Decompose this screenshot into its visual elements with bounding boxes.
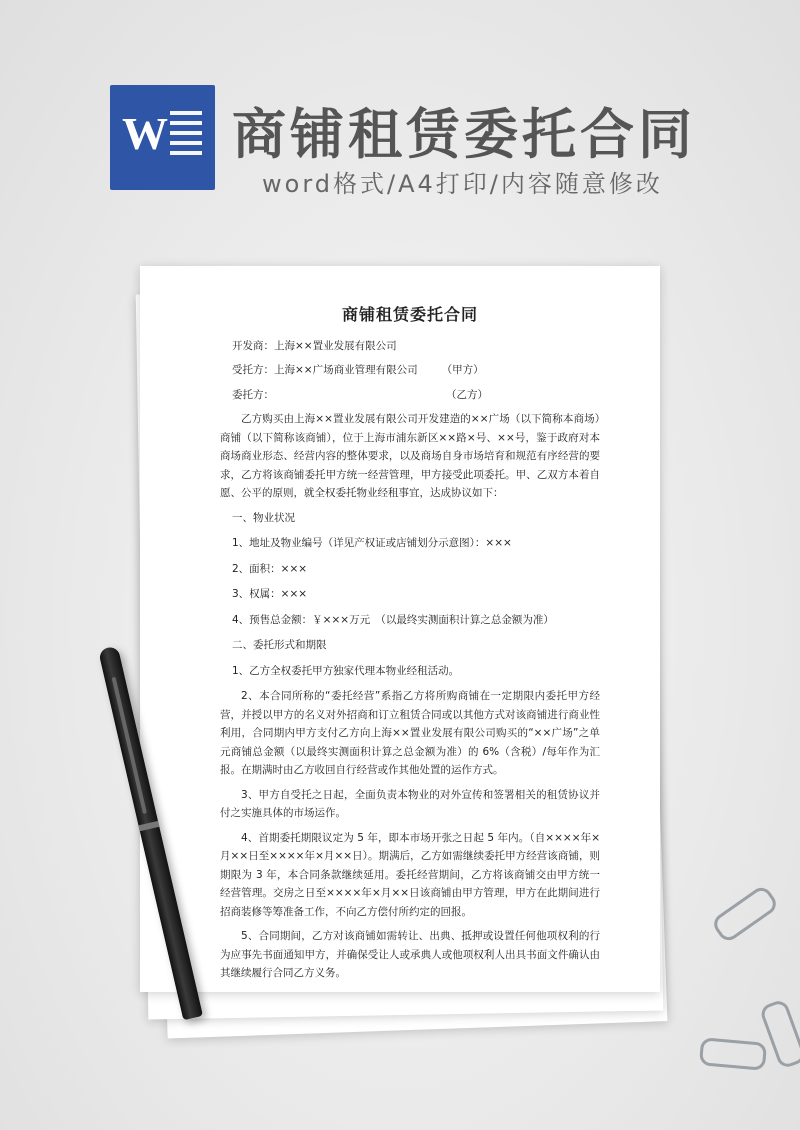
- party-client: [232, 386, 600, 405]
- property-item: 2、面积：×××: [232, 562, 308, 575]
- section-heading: 二、委托形式和期限: [232, 639, 327, 651]
- clause-paragraph: 2、本合同所称的“委托经营”系指乙方将所购商铺在一定期限内委托甲方经营，并授以甲方的名义对外招商和订立租赁合同或以其他方式对该商铺进行商业性利用，合同期内甲方支付乙方向上海××置业发展有限公司购买的“××广场”之单元商铺总金额（以最终实测面积计算之总金额为准）的 6%（含税）/每年作为汇报。在期满时由乙方收回自行经营或作其他处置的运作方式。: [220, 690, 600, 776]
- document-page: [140, 266, 660, 992]
- hero-subtitle: word格式/A4打印/内容随意修改: [262, 170, 663, 198]
- party-label: 委托方：: [232, 388, 274, 401]
- hero-title: 商铺租赁委托合同: [232, 103, 696, 166]
- property-item: 4、预售总金额：￥×××万元 （以最终实测面积计算之总金额为准）: [232, 613, 554, 626]
- clause-paragraph: 3、甲方自受托之日起，全面负责本物业的对外宣传和签署相关的租赁协议并付之实施具体的市场运作。: [220, 788, 600, 819]
- clause-paragraph: 5、合同期间，乙方对该商铺如需转让、出典、抵押或设置任何他项权利的行为应事先书面通知甲方，并确保受让人或承典人或他项权利人出具书面文件确认由其继续履行合同乙方义务。: [220, 930, 600, 979]
- party-tag: （乙方）: [446, 388, 488, 401]
- party-tag: （甲方）: [441, 364, 484, 376]
- clause-item: 1、乙方全权委托甲方独家代理本物业经租活动。: [232, 664, 460, 677]
- property-item: 3、权属：×××: [232, 588, 308, 600]
- word-icon: [110, 85, 215, 190]
- party-label: 受托方：上海××广场商业管理有限公司: [232, 364, 418, 376]
- party-trustee: [232, 361, 600, 380]
- party-label: 开发商：上海××置业发展有限公司: [232, 339, 397, 352]
- pen-ring: [138, 821, 159, 831]
- document-body: [220, 306, 600, 989]
- word-icon-lines: [170, 111, 202, 161]
- paperclip-icon: [699, 1037, 767, 1071]
- party-developer: [232, 337, 600, 356]
- intro-paragraph: 乙方购买由上海××置业发展有限公司开发建造的××广场（以下简称本商场）商铺（以下简称该商铺），位于上海市浦东新区××路×号、××号，鉴于政府对本商场商业形态、经营内容的整体要求，以及商场自身市场培育和规范有序经营的要求，乙方将该商铺委托甲方统一经营管理，甲方接受此项委托。甲、乙双方本着自愿、公平的原则，就全权委托物业经租事宜，达成协议如下：: [220, 413, 600, 499]
- word-icon-letter: W: [122, 108, 168, 159]
- clause-paragraph: 4、首期委托期限议定为 5 年，即本市场开张之日起 5 年内。（自××××年×月××日至××××年×月××日）。期满后，乙方如需继续委托甲方经营该商铺，则期限为 3 年，本合同条款继续延用。委托经营期间，乙方将该商铺交由甲方统一经营管理。交房之日至××××年×月××日该商铺由甲方管理，甲方在此期间进行招商装修等筹准备工作，不向乙方偿付所约定的回报。: [220, 831, 600, 918]
- document-title: 商铺租赁委托合同: [341, 305, 478, 324]
- section-heading: 一、物业状况: [232, 511, 295, 524]
- property-item: 1、地址及物业编号（详见产权证或店铺划分示意图）：×××: [232, 537, 512, 549]
